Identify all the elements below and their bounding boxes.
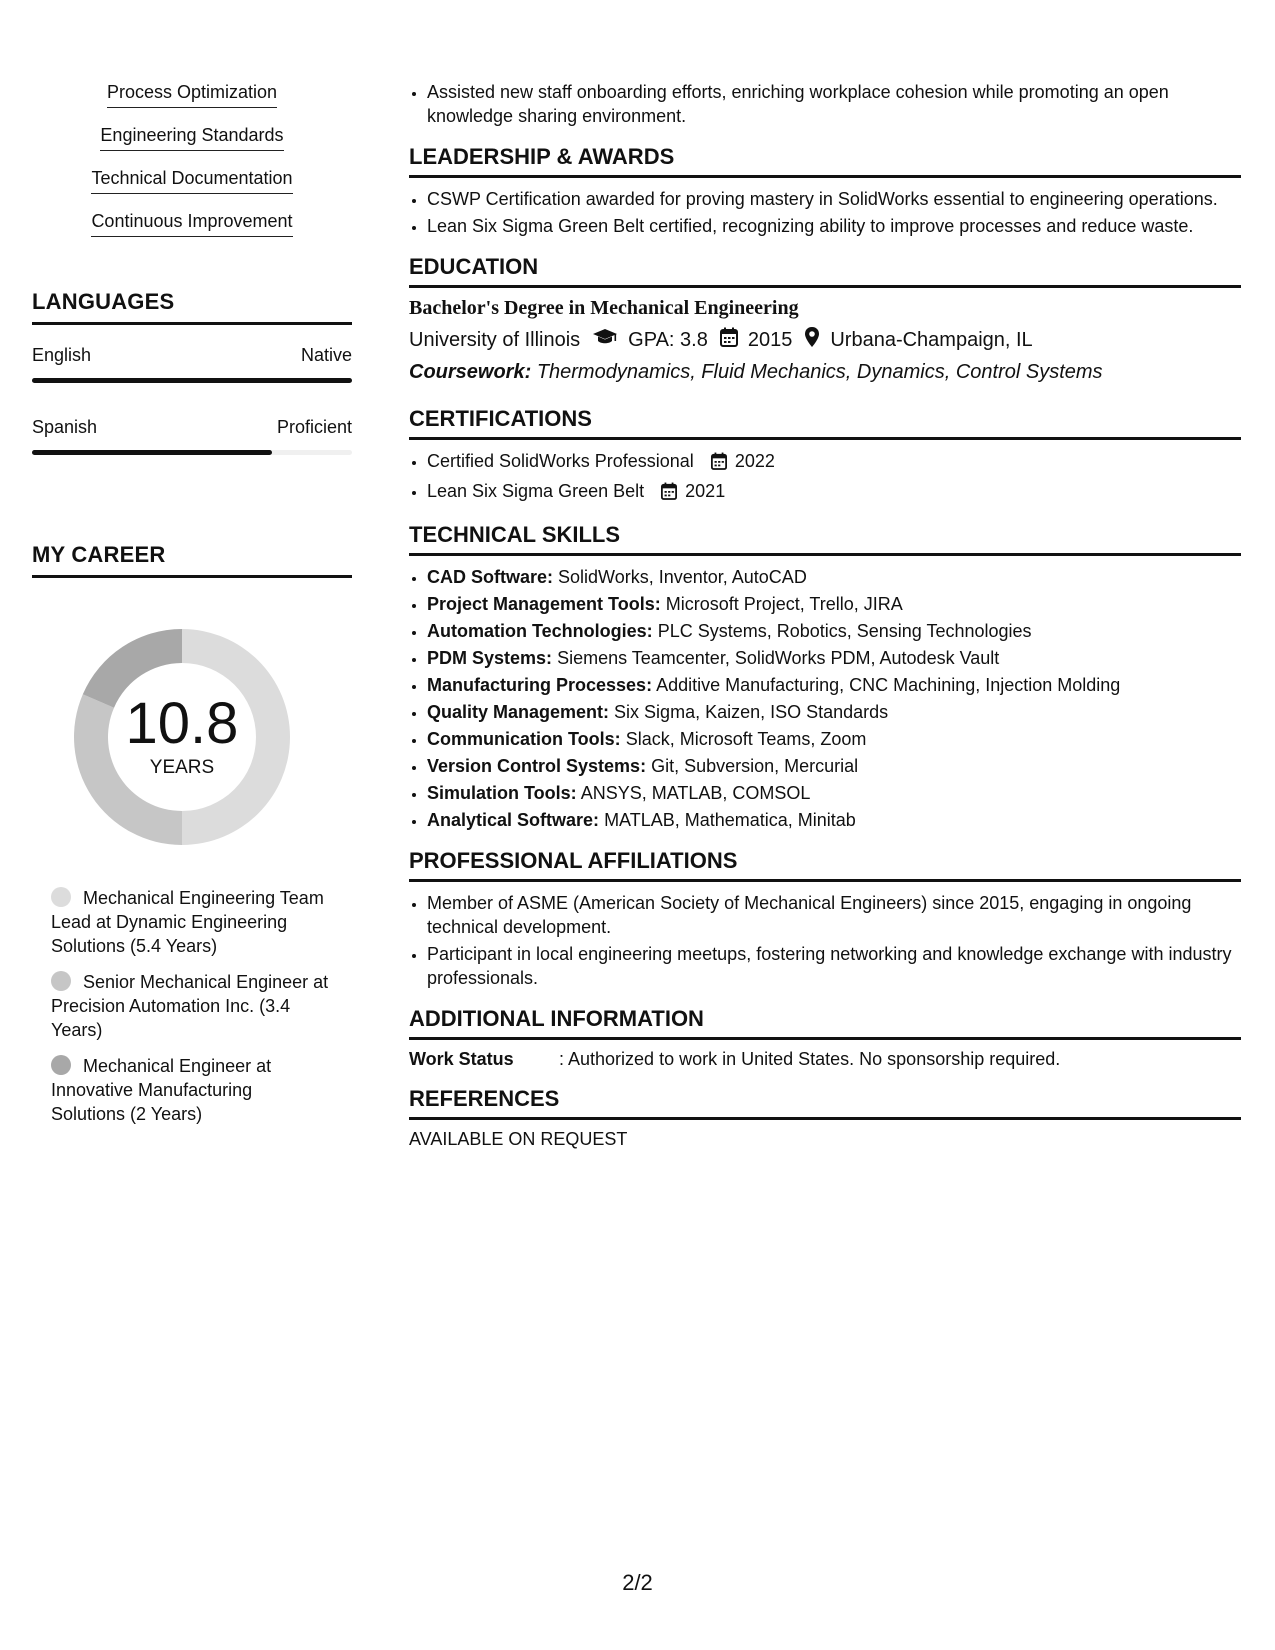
skill-label: Quality Management:	[427, 702, 610, 722]
language-bar-fill	[32, 378, 352, 383]
left-column	[32, 80, 352, 1124]
skill-item	[427, 592, 1241, 616]
career-legend	[51, 886, 331, 1126]
legend-dot-icon	[51, 971, 71, 991]
additional-info-section	[409, 1006, 1241, 1070]
skill-tags	[32, 80, 352, 237]
education-year: 2015	[747, 328, 793, 351]
page-number: 2/2	[622, 1570, 653, 1595]
additional-info-title: ADDITIONAL INFORMATION	[409, 1006, 1241, 1040]
skill-value: PLC Systems, Robotics, Sensing Technologies	[657, 621, 1032, 641]
education-degree: Bachelor's Degree in Mechanical Engineering	[409, 297, 799, 319]
location-pin-icon	[804, 326, 820, 354]
coursework-text: Thermodynamics, Fluid Mechanics, Dynamics, Control Systems	[536, 361, 1103, 383]
skill-tag: Continuous Improvement	[91, 209, 292, 237]
education-gpa: GPA: 3.8	[628, 328, 708, 351]
graduation-cap-icon	[592, 328, 618, 352]
skill-label: Version Control Systems:	[427, 756, 647, 776]
leadership-section	[409, 144, 1241, 238]
skill-value: Siemens Teamcenter, SolidWorks PDM, Autodesk Vault	[557, 648, 1000, 668]
skill-tag: Engineering Standards	[100, 123, 283, 151]
career-total-value: 10.8	[125, 691, 239, 756]
coursework-label: Coursework:	[409, 361, 532, 383]
language-name: English	[32, 345, 92, 365]
skill-value: Six Sigma, Kaizen, ISO Standards	[614, 702, 889, 722]
references-section	[409, 1086, 1241, 1150]
certification-name: Certified SolidWorks Professional	[427, 451, 694, 471]
skill-value: Additive Manufacturing, CNC Machining, Injection Molding	[656, 675, 1121, 695]
references-title: REFERENCES	[409, 1086, 1241, 1120]
skill-value: ANSYS, MATLAB, COMSOL	[580, 783, 811, 803]
skill-tag: Process Optimization	[107, 80, 277, 108]
career-donut-chart	[67, 622, 297, 852]
skill-item	[427, 565, 1241, 589]
certifications-section	[409, 406, 1241, 506]
skill-value: Git, Subversion, Mercurial	[651, 756, 859, 776]
skill-label: PDM Systems:	[427, 648, 553, 668]
skill-value: Microsoft Project, Trello, JIRA	[665, 594, 903, 614]
skill-value: SolidWorks, Inventor, AutoCAD	[558, 567, 807, 587]
career-legend-item	[51, 886, 331, 958]
work-status-label: Work Status	[409, 1049, 514, 1069]
language-bar	[32, 378, 352, 383]
leadership-item: • Lean Six Sigma Green Belt certified, recognizing ability to improve processes and reduce waste.	[427, 214, 1241, 238]
certifications-title: CERTIFICATIONS	[409, 406, 1241, 440]
career-title: MY CAREER	[32, 542, 352, 578]
skill-item	[427, 673, 1241, 697]
education-details	[409, 326, 1241, 354]
work-status-value: : Authorized to work in United States. No sponsorship required.	[559, 1049, 1061, 1069]
certification-item	[427, 479, 1241, 506]
technical-skills-title: TECHNICAL SKILLS	[409, 522, 1241, 556]
skill-label: Project Management Tools:	[427, 594, 661, 614]
career-legend-item	[51, 970, 331, 1042]
right-column	[409, 80, 1241, 1150]
education-title: EDUCATION	[409, 254, 1241, 288]
skill-value: Slack, Microsoft Teams, Zoom	[625, 729, 867, 749]
education-coursework	[409, 361, 1241, 384]
references-text: AVAILABLE ON REQUEST	[409, 1129, 628, 1149]
skill-item	[427, 727, 1241, 751]
skill-label: Manufacturing Processes:	[427, 675, 653, 695]
calendar-icon	[720, 327, 738, 353]
skill-tag: Technical Documentation	[91, 166, 292, 194]
certification-year: 2022	[734, 451, 775, 471]
languages-title: LANGUAGES	[32, 289, 352, 325]
skill-value: MATLAB, Mathematica, Minitab	[604, 810, 856, 830]
skill-label: Simulation Tools:	[427, 783, 577, 803]
career-legend-text: Senior Mechanical Engineer at Precision Automation Inc. (3.4 Years)	[51, 972, 329, 1040]
language-level: Proficient	[276, 417, 352, 437]
languages-section	[32, 289, 352, 455]
education-location: Urbana-Champaign, IL	[830, 328, 1033, 351]
certification-name: Lean Six Sigma Green Belt	[427, 481, 645, 501]
experience-bullet: • Assisted new staff onboarding efforts, enriching workplace cohesion while promoting an open knowledge sharing environment.	[427, 80, 1241, 128]
technical-skills-section	[409, 522, 1241, 832]
certification-year: 2021	[685, 481, 726, 501]
career-legend-item	[51, 1054, 331, 1126]
skill-item	[427, 646, 1241, 670]
affiliation-item: • Participant in local engineering meetups, fostering networking and knowledge exchange with industry professionals.	[427, 942, 1241, 990]
leadership-item: • CSWP Certification awarded for proving mastery in SolidWorks essential to engineering operations.	[427, 187, 1241, 211]
experience-tail	[409, 80, 1241, 128]
calendar-icon	[661, 484, 682, 504]
skill-label: CAD Software:	[427, 567, 554, 587]
calendar-icon	[711, 454, 732, 474]
language-bar-fill	[32, 450, 272, 455]
affiliations-title: PROFESSIONAL AFFILIATIONS	[409, 848, 1241, 882]
skill-item	[427, 754, 1241, 778]
skill-label: Automation Technologies:	[427, 621, 653, 641]
career-section	[32, 542, 352, 1138]
career-total-unit: YEARS	[149, 757, 215, 778]
skill-label: Communication Tools:	[427, 729, 621, 749]
language-bar	[32, 450, 352, 455]
career-legend-text: Mechanical Engineering Team Lead at Dynamic Engineering Solutions (5.4 Years)	[51, 888, 324, 956]
affiliation-item: • Member of ASME (American Society of Mechanical Engineers) since 2015, engaging in ongoing technical development.	[427, 891, 1241, 939]
education-section	[409, 254, 1241, 384]
education-school: University of Illinois	[409, 328, 581, 351]
language-level: Native	[300, 345, 352, 365]
skill-item	[427, 781, 1241, 805]
certification-item	[427, 449, 1241, 476]
skill-item	[427, 619, 1241, 643]
leadership-title: LEADERSHIP & AWARDS	[409, 144, 1241, 178]
skill-item	[427, 700, 1241, 724]
legend-dot-icon	[51, 887, 71, 907]
language-row	[32, 345, 352, 383]
affiliations-section	[409, 848, 1241, 990]
career-legend-text: Mechanical Engineer at Innovative Manufacturing Solutions (2 Years)	[51, 1056, 272, 1124]
skill-label: Analytical Software:	[427, 810, 600, 830]
language-row	[32, 417, 352, 455]
skill-item	[427, 808, 1241, 832]
legend-dot-icon	[51, 1055, 71, 1075]
language-name: Spanish	[32, 417, 98, 437]
